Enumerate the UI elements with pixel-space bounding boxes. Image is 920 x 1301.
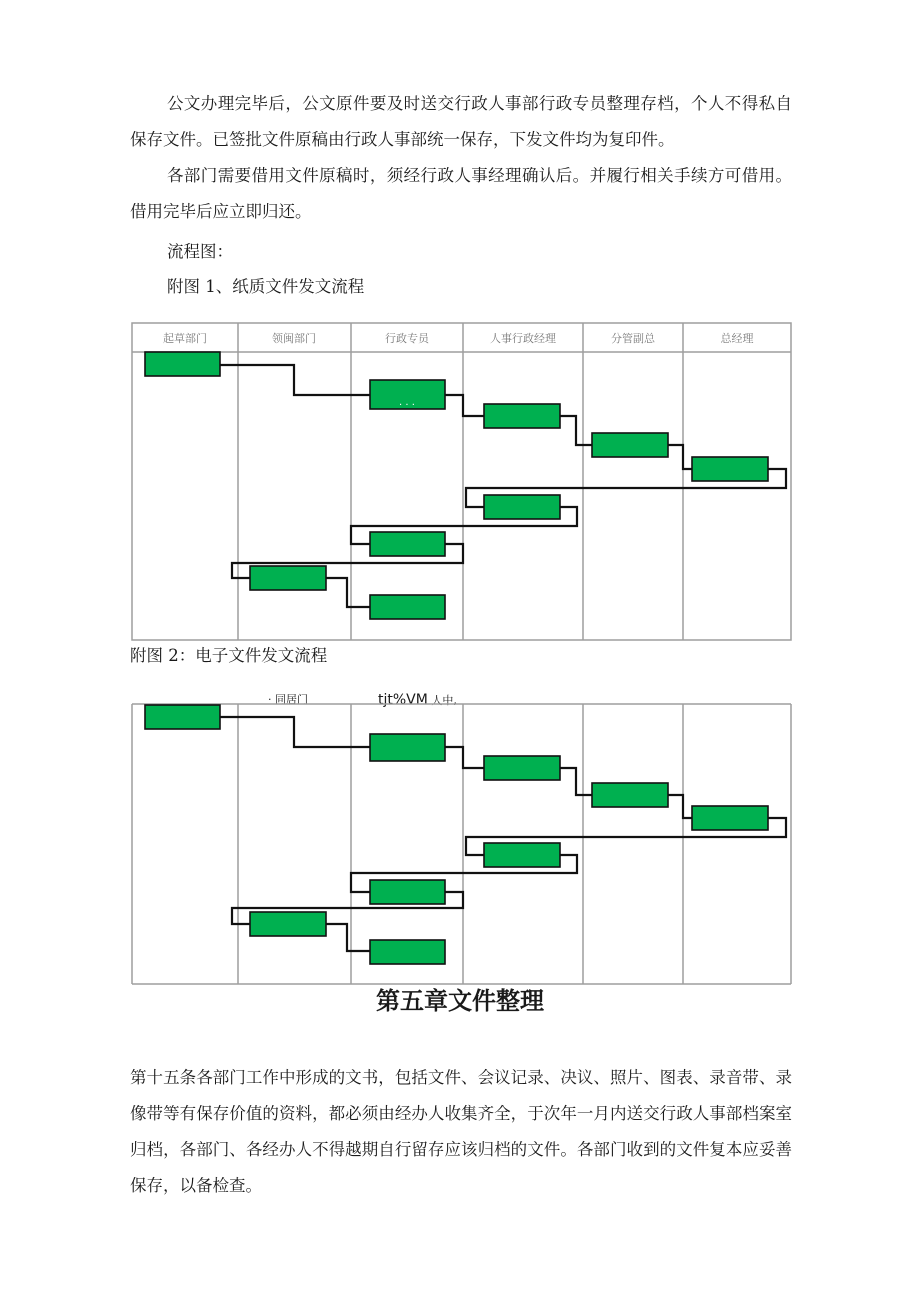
flow-step-hr-return	[484, 843, 560, 867]
article-15-paragraph: 第十五条各部门工作中形成的文书，包括文件、会议记录、决议、照片、图表、录音带、录像带等有保存价值的资料，都必须由经办人收集齐全，于次年一月内送交行政人事部档案室归档，各部门、各经办人不得越期自行留存应该归档的文件。各部门收到的文件复本应妥善保存，以备检查。	[130, 1068, 792, 1195]
flow-step-hr-review	[484, 404, 560, 428]
column-header-hr-admin-manager: 人事行政经理	[490, 332, 556, 345]
column-header-deputy-gm: 分管副总	[611, 332, 655, 345]
flow-step-gm-sign	[692, 806, 768, 830]
figure1-column-headers	[163, 331, 754, 345]
flow-step-gm-sign	[692, 457, 768, 481]
figure1-caption: 附图 1、纸质文件发文流程	[167, 277, 365, 296]
flow-step-review-check	[250, 912, 326, 936]
paragraph-archive-originals: 公文办理完毕后，公文原件要及时送交行政人事部行政专员整理存档，个人不得私自保存文件。已签批文件原稿由行政人事部统一保存，下发文件均为复印件。	[130, 94, 792, 149]
column-header-review-dept: 领闽部门	[272, 332, 316, 345]
figure1-paper-flowchart	[0, 320, 920, 642]
column-header-gm: 总经理	[720, 332, 754, 345]
chapter-title: 第五章文件整理	[376, 986, 544, 1015]
flow-step-deputy-approve	[592, 783, 668, 807]
flow-step-admin-print	[370, 880, 445, 904]
flow-step-hr-return	[484, 495, 560, 519]
flowchart-heading: 流程图：	[167, 242, 233, 261]
flow-step-admin-print	[370, 532, 445, 556]
column-header-drafting-dept: 起草部门	[163, 332, 207, 345]
flow-step-draft	[145, 705, 220, 729]
flow-step-admin-register	[370, 734, 445, 761]
figure2-header-mid: tjt%VM 人中,	[378, 692, 457, 708]
column-header-admin-specialist: 行政专员	[385, 332, 429, 345]
flow-step-draft	[145, 352, 220, 376]
flow-step-hr-review	[484, 756, 560, 780]
flow-step-admin-archive	[370, 940, 445, 964]
figure2-caption: 附图 2：电子文件发文流程	[130, 646, 328, 665]
step-box-ellipsis: . . .	[399, 397, 415, 408]
paragraph-borrow-originals: 各部门需要借用文件原稿时，须经行政人事经理确认后。并履行相关手续方可借用。借用完毕后应立即归还。	[130, 166, 792, 221]
flow-step-admin-archive	[370, 595, 445, 619]
figure2-header-left: · 同居门	[268, 693, 308, 706]
flow-step-review-check	[250, 566, 326, 590]
flow-step-deputy-approve	[592, 433, 668, 457]
figure2-electronic-flowchart	[0, 688, 920, 988]
